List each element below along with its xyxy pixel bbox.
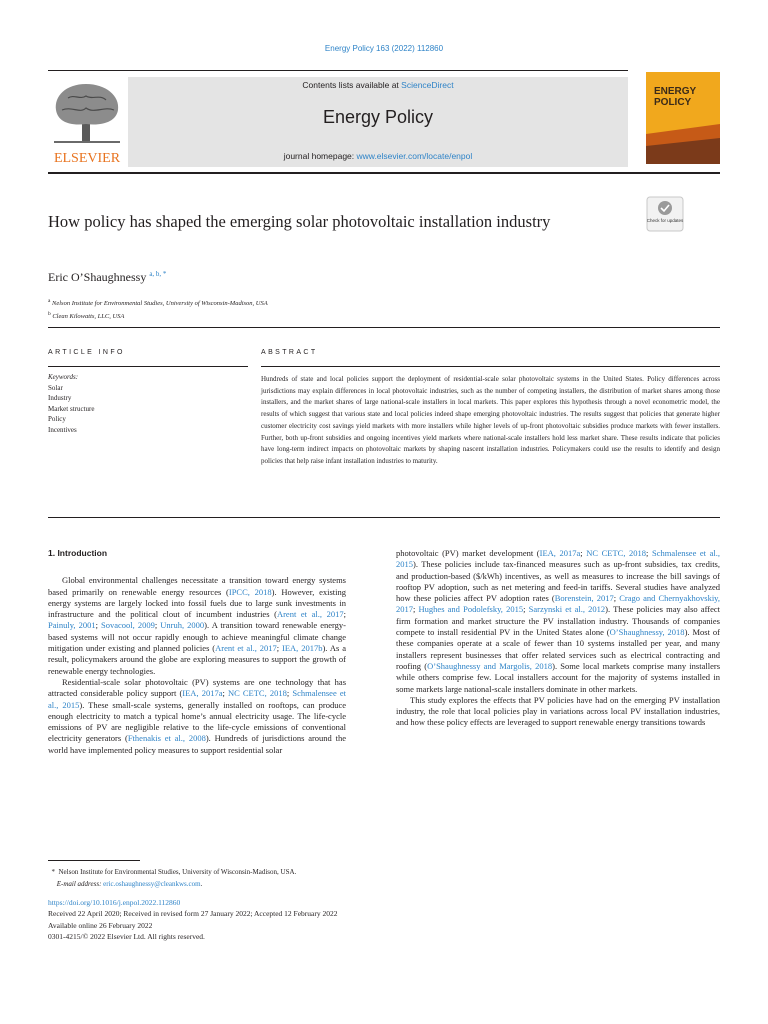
- citation-link[interactable]: Schmalensee et al., 2015: [396, 548, 721, 570]
- citation-link[interactable]: Borenstein, 2017: [554, 593, 614, 604]
- header-divider: [48, 70, 628, 71]
- citation-link[interactable]: IPCC, 2018: [228, 586, 272, 597]
- received-dates: Received 22 April 2020; Received in revised form 27 January 2022; Accepted 12 February 2022: [48, 909, 338, 919]
- citation-link[interactable]: IEA, 2017a: [539, 548, 581, 558]
- check-for-updates-icon: [646, 196, 684, 232]
- footnote-divider: [48, 860, 140, 861]
- citation-link[interactable]: O’Shaughnessy, 2018: [609, 627, 685, 638]
- journal-cover-image: [646, 72, 720, 164]
- citation-link[interactable]: IEA, 2017a: [182, 688, 223, 699]
- journal-homepage-link[interactable]: www.elsevier.com/locate/enpol: [356, 151, 473, 161]
- author-line: [48, 270, 166, 285]
- svg-text:ELSEVIER: ELSEVIER: [53, 151, 121, 164]
- header-divider-thick: [48, 172, 720, 174]
- citation-link[interactable]: Arent et al., 2017: [215, 643, 277, 654]
- elsevier-tree-icon: [48, 76, 126, 164]
- article-info-heading: ARTICLE INFO: [48, 349, 125, 356]
- author-affiliation-marks[interactable]: a, b, *: [149, 270, 167, 278]
- citation-link[interactable]: Crago and Chernyakhovskiy, 2017: [396, 593, 721, 615]
- citation-link[interactable]: Painuly, 2001: [48, 620, 96, 631]
- abstract-heading: ABSTRACT: [261, 349, 318, 356]
- abstract-divider: [261, 366, 720, 367]
- citation-link[interactable]: Sarzynski et al., 2012: [528, 604, 606, 615]
- affiliations: [48, 296, 268, 322]
- publication-details: [48, 897, 338, 942]
- copyright: 0301-4215/© 2022 Elsevier Ltd. All rights reserved.: [48, 931, 205, 941]
- affiliation-a: $^a$ Nelson Institute for Environmental Studies, University of Wisconsin-Madison, USA: [48, 298, 268, 308]
- section-divider: [48, 327, 720, 328]
- citation-link[interactable]: IEA, 2017b: [282, 643, 323, 654]
- doi-link[interactable]: https://doi.org/10.1016/j.enpol.2022.112860: [48, 898, 181, 907]
- citation-link[interactable]: Fthenakis et al., 2008: [127, 733, 206, 744]
- citation-link[interactable]: NC CETC, 2018: [227, 688, 287, 699]
- keyword-item: Incentives: [48, 425, 77, 434]
- affiliation-b: $^b$ Clean Kilowatts, LLC, USA: [48, 311, 125, 321]
- body-paragraph: Global environmental challenges necessitate a transition toward energy systems based primarily on renewable energy resources (IPCC, 2018). However, existing energy systems are largely locked into fossil fuels due to large sunk investments in infrastructure and the political clout of incumbent industries (Arent et al., 2017; Painuly, 2001; Sovacool, 2009; Unruh, 2000). A transition toward renewable energy-based systems will not occur rapidly enough to achieve meaningful climate change mitigation under existing and planned policies (Arent et al., 2017; IEA, 2017b). As a result, policymakers around the globe are exploring measures to support the growth of renewable energy technologies.: [48, 575, 347, 676]
- sciencedirect-link[interactable]: ScienceDirect: [401, 80, 454, 90]
- keyword-item: Market structure: [48, 404, 95, 413]
- svg-text:POLICY: POLICY: [654, 97, 692, 108]
- citation-link[interactable]: Sovacool, 2009: [101, 620, 155, 631]
- email-note: E-mail address: eric.oshaughnessy@cleankws.com.: [56, 880, 203, 888]
- email-link[interactable]: eric.oshaughnessy@cleankws.com: [103, 880, 201, 888]
- body-column-right: [396, 548, 720, 729]
- keywords-label: Keywords:: [48, 373, 79, 381]
- svg-text:Check for updates: Check for updates: [646, 218, 684, 223]
- keyword-item: Industry: [48, 394, 72, 403]
- elsevier-logo: [48, 76, 126, 164]
- homepage-line: journal homepage: www.elsevier.com/locate/enpol: [283, 151, 473, 161]
- section-divider: [48, 517, 720, 518]
- check-for-updates-badge[interactable]: [646, 196, 684, 232]
- keyword-item: Policy: [48, 415, 66, 424]
- journal-title: Energy Policy: [322, 107, 434, 127]
- body-paragraph: Residential-scale solar photovoltaic (PV) systems are one technology that has attracted considerable policy support (IEA, 2017a; NC CETC, 2018; Schmalensee et al., 2015). These small-scale systems, generally installed on rooftops, can produce enough electricity to match a typical home’s annual electricity usage. The life-cycle emissions of PV are negligible relative to the life-cycle emissions of conventional electricity generators (Fthenakis et al., 2008). Hundreds of jurisdictions around the world have implemented policy measures to support residential solar: [48, 676, 346, 755]
- citation-link[interactable]: Hughes and Podolefsky, 2015: [418, 604, 524, 615]
- citation-link[interactable]: Arent et al., 2017: [276, 609, 344, 620]
- body-paragraph: photovoltaic (PV) market development (IEA, 2017a; NC CETC, 2018; Schmalensee et al., 2015). These policies include tax-financed measures such as up-front subsidies, tax credits, and production-based ($/kWh) incentives, as well as measures to increase the bill savings of rooftop PV adoption, such as net metering and feed-in tariffs. Several studies have analyzed how these policies affect PV adoption rates (Borenstein, 2017; Crago and Chernyakhovskiy, 2017; Hughes and Podolefsky, 2015; Sarzynski et al., 2012). These policies may also affect firm formation and market structure the PV installation industry. Thousands of companies compete to install residential PV in the United States alone (O’Shaughnessy, 2018). Most of these companies operate at a scale of fewer than 10 systems installed per year, and many installers represent businesses that offer related services such as electrical contracting and roofing (O’Shaughnessy and Margolis, 2018). Some local markets comprise many installers while others comprise few. Local installers account for the majority of systems installed in some markets large national-scale installers dominate in other markets.: [396, 548, 721, 694]
- citation-link[interactable]: NC CETC, 2018: [586, 548, 647, 558]
- journal-cover[interactable]: [646, 72, 720, 164]
- section-heading: 1. Introduction: [48, 548, 108, 558]
- keywords-list: [48, 372, 94, 436]
- footnotes: [48, 866, 296, 890]
- keyword-item: Solar: [48, 383, 63, 392]
- citation-link[interactable]: Unruh, 2000: [160, 620, 205, 631]
- body-column-left: [48, 548, 346, 756]
- online-date: Available online 26 February 2022: [48, 920, 153, 930]
- body-paragraph: This study explores the effects that PV policies have had on the emerging PV installation industry, the role that local policies play in variations across local PV installation industries, and how these policy effects are leveraged to support renewable energy transitions towards: [396, 694, 720, 728]
- article-info-divider: [48, 366, 248, 367]
- citation-link[interactable]: Schmalensee et al., 2015: [48, 688, 346, 710]
- svg-text:ENERGY: ENERGY: [654, 86, 697, 97]
- article-title: How policy has shaped the emerging solar photovoltaic installation industry: [48, 212, 551, 231]
- corresponding-author-note: * Nelson Institute for Environmental Studies, University of Wisconsin-Madison, USA.: [51, 868, 297, 876]
- journal-reference[interactable]: Energy Policy 163 (2022) 112860: [324, 44, 444, 53]
- author-name: Eric O’Shaughnessy: [48, 270, 147, 284]
- contents-line: Contents lists available at ScienceDirect: [302, 80, 454, 90]
- abstract-text: Hundreds of state and local policies support the deployment of residential-scale solar photovoltaic systems in the United States. Policy differences across jurisdictions may explain differences in local photovoltaic industries, such as the number of competing installers, the distribution of market shares among those installers, and the market shares of large national-scale installers in local markets. This paper explores this hypothesis through a novel econometric model, the results of which suggest that various state and local policies indeed shape emerging photovoltaic industries. The results suggest that policies that generate higher customer electricity cost savings yield markets with more installers while higher levels of up-front photovoltaic subsidies produce markets with fewer installers. Further, both up-front subsidies and ongoing incentives yield markets where national-scale installers hold less market share. These results indicate that policies have long-term indirect impacts on photovoltaic markets by shaping nascent installation industries. Policymakers could use the results to identify and design policies that help raise infant installation industries to maturity.: [261, 375, 720, 465]
- citation-link[interactable]: O’Shaughnessy and Margolis, 2018: [427, 660, 553, 671]
